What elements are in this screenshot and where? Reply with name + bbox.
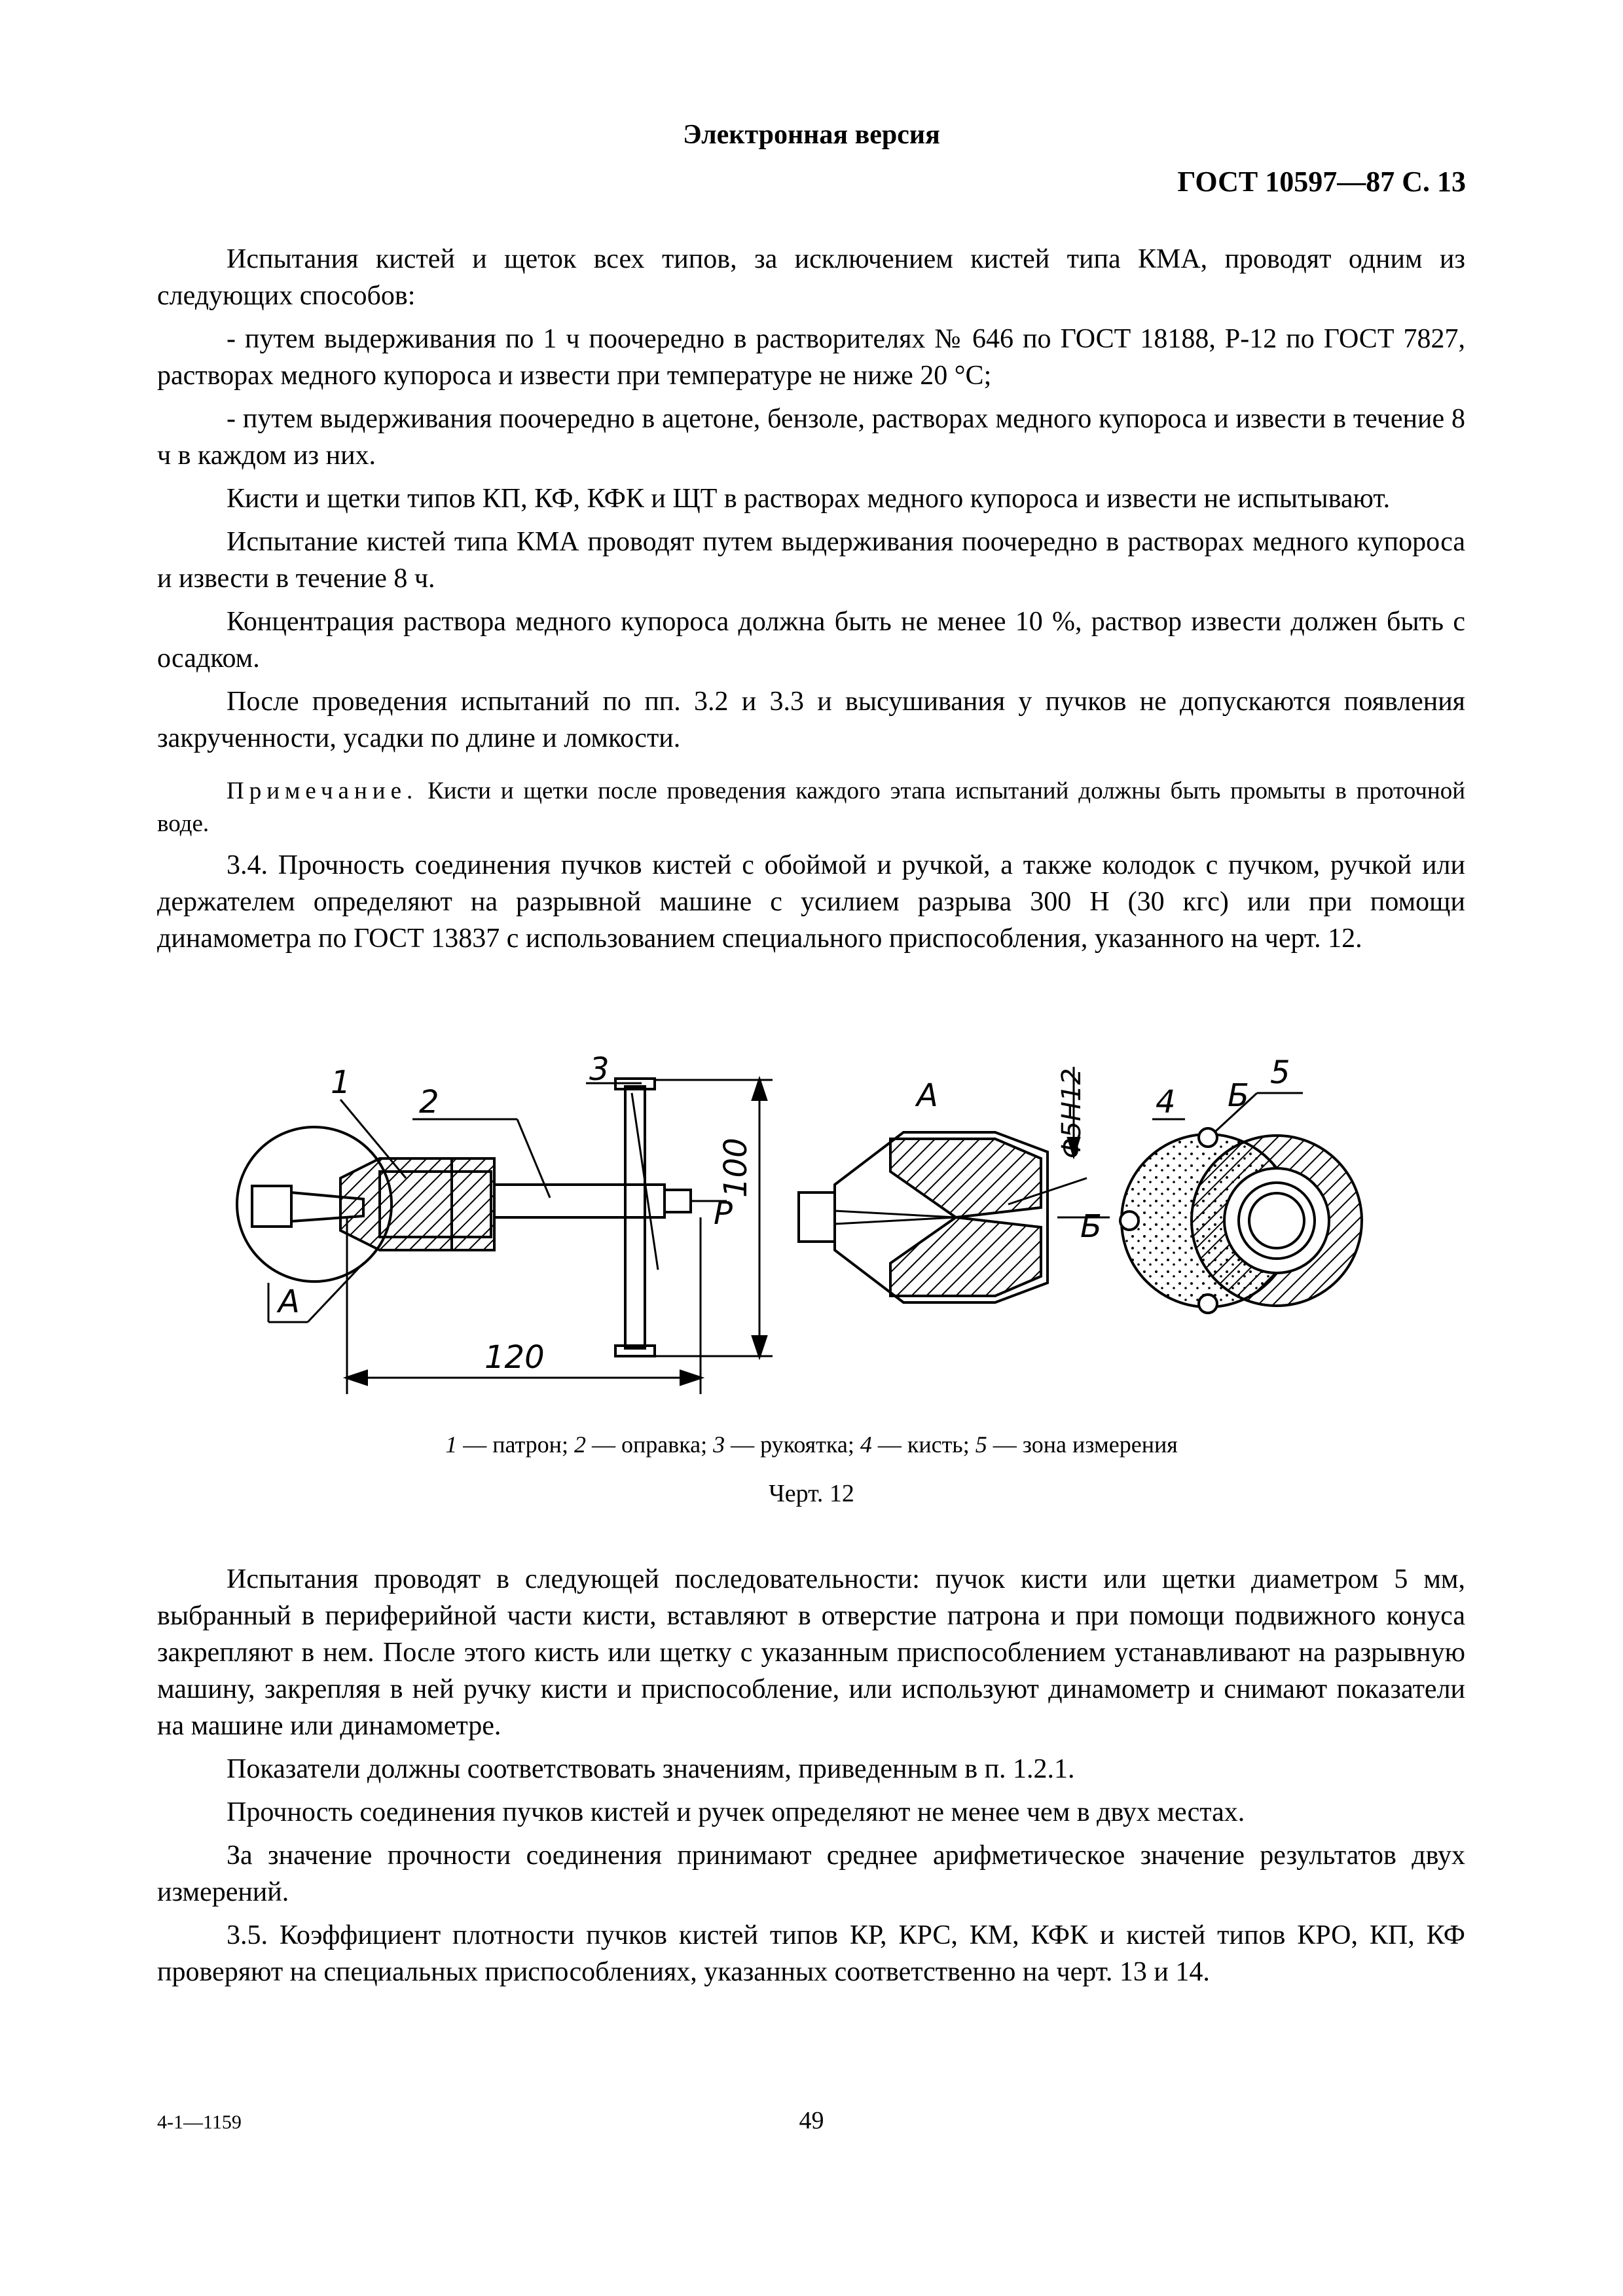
figure-caption	[0, 1431, 1623, 1458]
view-a-label: А	[917, 1077, 938, 1114]
standard-page-header: ГОСТ 10597—87 С. 13	[1177, 166, 1466, 198]
label-4: 4	[1156, 1084, 1176, 1121]
paragraph: Кисти и щетки типов КП, КФ, КФК и ЩТ в растворах медного купороса и извести не испытывают.	[227, 484, 1391, 514]
note-text: Кисти и щетки после проведения каждого этапа испытаний должны быть промыты в проточной воде.	[157, 778, 1465, 837]
caption-num: 4	[860, 1431, 872, 1458]
paragraph: Испытания проводят в следующей последовательности: пучок кисти или щетки диаметром 5 мм, выбранный в периферийной части кисти, вставляют в отверстие патрона и при помощи подвижного конуса закрепляют в нем. После этого кисть или щетку с указанным приспособлением устанавливают на разрывную машину, закрепляя в ней ручку кисти и приспособление, или используют динамометр и снимают показатели на машине или динамометре.	[157, 1564, 1465, 1741]
drawing-12	[223, 1021, 1467, 1414]
caption-num: 1	[445, 1431, 458, 1458]
body-text-bottom	[157, 1561, 1465, 1997]
dim-100: 100	[718, 1138, 754, 1198]
caption-text: — кисть;	[871, 1431, 976, 1458]
clause-3-5: 3.5. Коэффициент плотности пучков кистей типов КР, КРС, КМ, КФК и кистей типов КРО, КП, КФ проверяют на специальных приспособлениях, указанных соответственно на черт. 13 и 14.	[157, 1920, 1465, 1987]
body-text-top	[157, 241, 1465, 963]
figure-title: Черт. 12	[769, 1480, 854, 1507]
edition-label: Электронная версия	[683, 120, 940, 150]
caption-num: 3	[713, 1431, 725, 1458]
paragraph: За значение прочности соединения принимают среднее арифметическое значение результатов двух измерений.	[157, 1840, 1465, 1907]
label-a-callout: А	[278, 1283, 300, 1320]
paragraph: - путем выдерживания поочередно в ацетоне, бензоле, растворах медного купороса и извести в течение 8 ч в каждом из них.	[157, 404, 1465, 471]
dim-phi: Φ5H12	[1057, 1068, 1087, 1158]
label-5: 5	[1270, 1054, 1290, 1091]
paragraph: После проведения испытаний по пп. 3.2 и 3.3 и высушивания у пучков не допускаются появления закрученности, усадки по длине и ломкости.	[157, 687, 1465, 753]
clause-3-4: 3.4. Прочность соединения пучков кистей с обоймой и ручкой, а также колодок с пучком, ручкой или держателем определяют на разрывной машине с усилием разрыва 300 Н (30 кгс) или при помощи динамометра по ГОСТ 13837 с использованием специального приспособления, указанного на черт. 12.	[157, 850, 1465, 954]
caption-num: 5	[975, 1431, 987, 1458]
paragraph: - путем выдерживания по 1 ч поочередно в растворителях № 646 по ГОСТ 18188, Р-12 по ГОСТ 7827, растворах медного купороса и извести при температуре не ниже 20 °С;	[157, 324, 1465, 391]
paragraph: Прочность соединения пучков кистей и ручек определяют не менее чем в двух местах.	[227, 1797, 1245, 1827]
print-code: 4-1—1159	[157, 2111, 242, 2133]
note-label: Примечание.	[227, 778, 418, 804]
caption-num: 2	[574, 1431, 586, 1458]
label-2: 2	[419, 1084, 439, 1121]
paragraph: Испытание кистей типа КМА проводят путем выдерживания поочередно в растворах медного купороса и извести в течение 8 ч.	[157, 527, 1465, 594]
paragraph: Испытания кистей и щеток всех типов, за исключением кистей типа КМА, проводят одним из следующих способов:	[157, 244, 1465, 311]
page-number: 49	[799, 2107, 824, 2134]
dim-120: 120	[484, 1339, 545, 1376]
caption-text: — патрон;	[457, 1431, 574, 1458]
paragraph: Показатели должны соответствовать значениям, приведенным в п. 1.2.1.	[227, 1754, 1075, 1784]
note	[157, 775, 1465, 840]
paragraph: Концентрация раствора медного купороса должна быть не менее 10 %, раствор извести должен быть с осадком.	[157, 607, 1465, 673]
arrow-b-label: Б	[1080, 1208, 1102, 1245]
force-label: P	[714, 1195, 733, 1232]
caption-text: — рукоятка;	[725, 1431, 860, 1458]
caption-text: — оправка;	[585, 1431, 714, 1458]
view-b-label: Б	[1228, 1077, 1249, 1114]
label-3: 3	[589, 1051, 610, 1088]
caption-text: — зона измерения	[987, 1431, 1178, 1458]
label-1: 1	[331, 1064, 351, 1101]
